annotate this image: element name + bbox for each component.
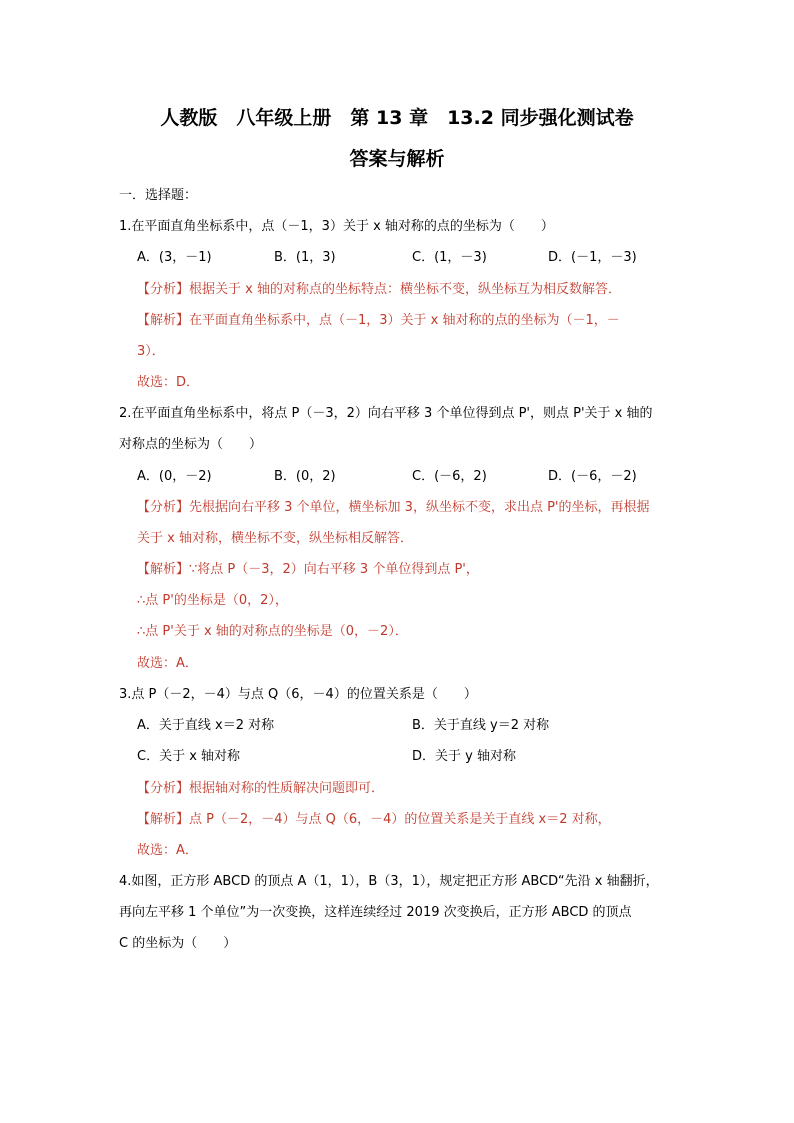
q3-option-d: D．关于 y 轴对称 (412, 749, 516, 764)
q1-solution-line2: 3）． (137, 344, 165, 359)
q2-option-b: B．(0，2) (274, 469, 336, 484)
q2-option-a: A．(0，－2) (137, 469, 212, 484)
q2-answer: 故选：A． (137, 656, 198, 671)
q2-option-c: C．(－6，2) (412, 469, 487, 484)
q2-solution-line3: ∴点 P'关于 x 轴的对称点的坐标是（0，－2）． (137, 624, 408, 639)
q2-stem-line1: 2.在平面直角坐标系中，将点 P（－3，2）向右平移 3 个单位得到点 P'，则点 P'关于 x 轴的 (119, 406, 653, 421)
q3-option-a: A．关于直线 x＝2 对称 (137, 718, 275, 733)
q1-solution-line1: 【解析】在平面直角坐标系中，点（－1，3）关于 x 轴对称的点的坐标为（－1，－ (137, 313, 620, 328)
document-subtitle: 答案与解析 (349, 148, 445, 170)
q2-solution-line2: ∴点 P'的坐标是（0，2）， (137, 593, 288, 608)
q1-option-a: A．(3，－1) (137, 250, 212, 265)
section-heading: 一．选择题： (119, 188, 198, 203)
q3-answer: 故选：A． (137, 843, 198, 858)
q2-stem-line2: 对称点的坐标为（ ） (119, 437, 263, 452)
q3-solution: 【解析】点 P（－2，－4）与点 Q（6，－4）的位置关系是关于直线 x＝2 对称， (137, 812, 611, 827)
q3-option-b: B．关于直线 y＝2 对称 (412, 718, 550, 733)
document-title: 人教版 八年级上册 第 13 章 13.2 同步强化测试卷 (160, 107, 634, 129)
q2-solution-line1: 【解析】∵将点 P（－3，2）向右平移 3 个单位得到点 P'， (137, 562, 479, 577)
q1-option-b: B．(1，3) (274, 250, 336, 265)
q1-answer: 故选：D． (137, 375, 200, 390)
q1-analysis: 【分析】根据关于 x 轴的对称点的坐标特点：横坐标不变，纵坐标互为相反数解答． (137, 282, 621, 297)
q3-analysis: 【分析】根据轴对称的性质解决问题即可． (137, 781, 385, 796)
q1-stem: 1.在平面直角坐标系中，点（－1，3）关于 x 轴对称的点的坐标为（ ） (119, 219, 554, 234)
q4-stem-line3: C 的坐标为（ ） (119, 936, 237, 951)
q1-option-d: D．(－1，－3) (548, 250, 637, 265)
q2-analysis-line1: 【分析】先根据向右平移 3 个单位，横坐标加 3，纵坐标不变，求出点 P'的坐标，再根据 (137, 500, 650, 515)
q2-analysis-line2: 关于 x 轴对称，横坐标不变，纵坐标相反解答． (137, 531, 413, 546)
q3-stem: 3.点 P（－2，－4）与点 Q（6，－4）的位置关系是（ ） (119, 687, 477, 702)
q3-option-c: C．关于 x 轴对称 (137, 749, 241, 764)
q2-option-d: D．(－6，－2) (548, 469, 637, 484)
q1-option-c: C．(1，－3) (412, 250, 487, 265)
q4-stem-line1: 4.如图，正方形 ABCD 的顶点 A（1，1），B（3，1），规定把正方形 ABCD“先沿 x 轴翻折， (119, 874, 659, 889)
q4-stem-line2: 再向左平移 1 个单位”为一次变换，这样连续经过 2019 次变换后，正方形 ABCD 的顶点 (119, 905, 632, 920)
